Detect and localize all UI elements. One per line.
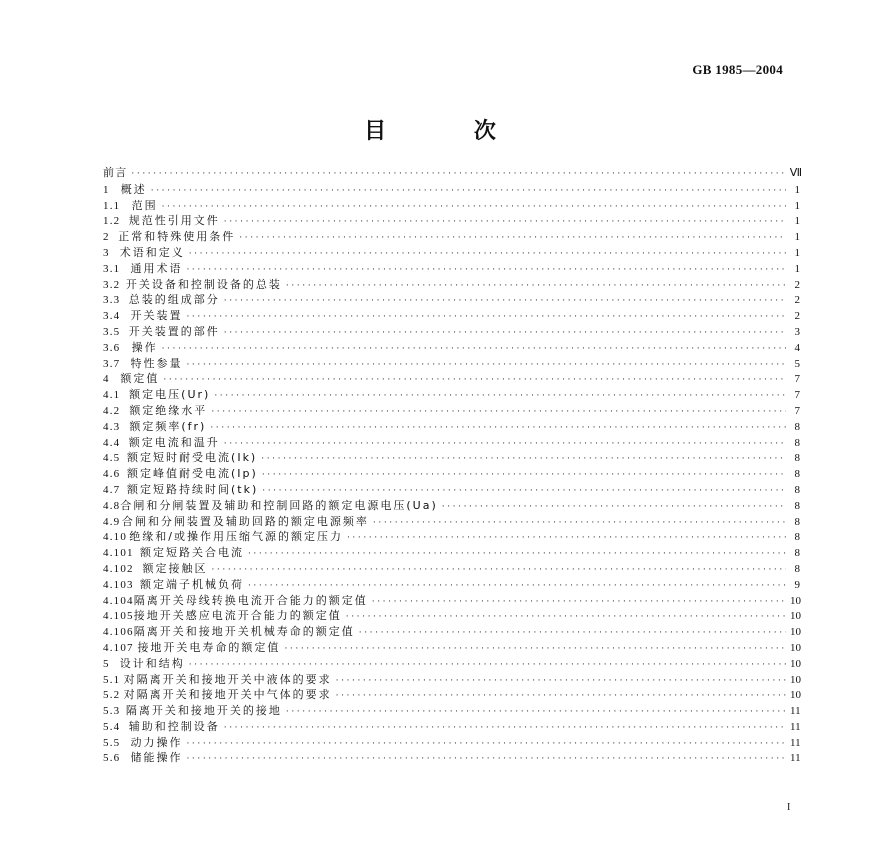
page-title: 目 次 — [364, 119, 536, 144]
toc-entry-number: 5.1 — [103, 673, 121, 686]
toc-entry-page: 10 — [790, 641, 801, 654]
toc-entry[interactable] — [103, 387, 800, 403]
toc-entry-number: 4.8 — [103, 499, 121, 512]
toc-entry-number: 4.101 — [103, 547, 134, 560]
toc-entry-page: 7 — [794, 389, 800, 402]
toc-entry-page: 8 — [794, 452, 800, 465]
toc-leader-dots — [224, 437, 786, 453]
toc-entry[interactable] — [103, 561, 800, 577]
toc-entry-number: 4.106 — [103, 626, 134, 639]
toc-entry-number: 4.10 — [103, 531, 128, 544]
toc-entry-number: 4.6 — [103, 468, 121, 481]
toc-entry[interactable] — [103, 498, 800, 514]
toc-entry-number: 1.1 — [103, 199, 121, 212]
toc-entry-number: 2 — [103, 231, 110, 244]
toc-leader-dots — [262, 468, 786, 484]
toc-entry-page: 8 — [794, 547, 800, 560]
toc-entry-title: 额定端子机械负荷 — [139, 577, 244, 591]
table-of-contents — [103, 166, 803, 766]
toc-entry-title: 设计和结构 — [119, 656, 185, 670]
toc-entry-number: 4 — [103, 373, 110, 386]
toc-entry-title: 规范性引用文件 — [128, 214, 220, 228]
toc-leader-dots — [286, 279, 786, 295]
toc-entry-title: 额定短路关合电流 — [139, 546, 244, 560]
toc-entry[interactable] — [103, 277, 800, 293]
toc-entry-number: 4.103 — [103, 578, 134, 591]
toc-entry[interactable] — [103, 324, 800, 340]
toc-entry-number: 3.6 — [103, 341, 121, 354]
toc-entry-page: 1 — [794, 231, 800, 244]
toc-entry[interactable] — [103, 750, 800, 766]
toc-entry-title: 开关设备和控制设备的总装 — [125, 277, 282, 291]
toc-leader-dots — [189, 247, 786, 263]
toc-entry-page: 3 — [794, 325, 800, 338]
toc-entry[interactable] — [103, 656, 800, 672]
toc-entry[interactable] — [103, 356, 800, 372]
toc-entry[interactable] — [103, 435, 800, 451]
toc-entry-page: 8 — [794, 562, 800, 575]
toc-entry-title: 操作 — [131, 340, 158, 354]
toc-entry-number: 4.2 — [103, 404, 121, 417]
toc-leader-dots — [284, 642, 786, 658]
toc-entry-title: 接地开关电寿命的额定值 — [137, 640, 281, 654]
toc-entry[interactable] — [103, 182, 800, 198]
toc-entry-number: 5 — [103, 657, 110, 670]
toc-entry-number: 3.7 — [103, 357, 121, 370]
toc-entry-title: 额定短时耐受电流(Ik) — [127, 451, 258, 465]
toc-entry-number: 3.2 — [103, 278, 121, 291]
toc-leader-dots — [186, 752, 786, 768]
toc-entry[interactable] — [103, 577, 800, 593]
toc-entry-number: 1 — [103, 183, 110, 196]
toc-leader-dots — [336, 689, 786, 705]
toc-entry-page: 1 — [794, 262, 800, 275]
toc-entry-page: 8 — [794, 515, 800, 528]
toc-entry[interactable] — [103, 482, 800, 498]
toc-entry-number: 3.4 — [103, 310, 121, 323]
toc-entry-page: 2 — [794, 310, 800, 323]
toc-entry-title: 隔离开关和接地开关机械寿命的额定值 — [133, 625, 355, 639]
toc-entry[interactable] — [103, 545, 800, 561]
standard-code: GB 1985—2004 — [692, 62, 783, 77]
toc-entry-number: 5.5 — [103, 736, 121, 749]
toc-entry-number: 4.1 — [103, 389, 121, 402]
toc-entry[interactable] — [103, 340, 800, 356]
toc-leader-dots — [239, 231, 786, 247]
toc-entry-title: 接地开关感应电流开合能力的额定值 — [133, 609, 342, 623]
toc-leader-dots — [162, 342, 786, 358]
toc-entry[interactable] — [103, 403, 800, 419]
toc-entry-title: 额定电流和温升 — [128, 435, 220, 449]
toc-leader-dots — [163, 373, 786, 389]
toc-entry-number: 前言 — [103, 167, 128, 179]
toc-entry-number: 5.3 — [103, 705, 121, 718]
toc-leader-dots — [373, 516, 786, 532]
toc-entry-page: 1 — [794, 246, 800, 259]
toc-entry-title: 总装的组成部分 — [128, 293, 220, 307]
toc-entry[interactable] — [103, 719, 800, 735]
toc-entry-title: 通用术语 — [130, 261, 183, 275]
toc-leader-dots — [210, 421, 786, 437]
toc-leader-dots — [347, 531, 786, 547]
toc-leader-dots — [261, 452, 786, 468]
toc-entry[interactable] — [103, 308, 800, 324]
toc-entry[interactable] — [103, 419, 800, 435]
toc-entry-page: 11 — [790, 736, 801, 749]
toc-leader-dots — [336, 674, 786, 690]
toc-entry-page: 11 — [790, 720, 801, 733]
toc-entry-title: 额定峰值耐受电流(Ip) — [127, 467, 258, 481]
toc-leader-dots — [131, 167, 785, 183]
toc-entry-title: 额定短路持续时间(tk) — [126, 482, 259, 496]
toc-entry-title: 额定值 — [120, 372, 160, 386]
toc-entry-number: 3.3 — [103, 294, 121, 307]
toc-entry-number: 3 — [103, 246, 110, 259]
toc-leader-dots — [224, 215, 786, 231]
toc-entry-title: 辅助和控制设备 — [128, 719, 220, 733]
toc-leader-dots — [359, 626, 786, 642]
toc-entry-page: 2 — [794, 278, 800, 291]
toc-entry-number: 5.6 — [103, 752, 121, 765]
toc-leader-dots — [162, 200, 786, 216]
toc-entry-page: 8 — [794, 468, 800, 481]
toc-leader-dots — [186, 310, 786, 326]
toc-entry-page: 7 — [794, 373, 800, 386]
toc-entry[interactable] — [103, 687, 800, 703]
toc-entry-title: 特性参量 — [130, 356, 183, 370]
toc-entry-number: 4.7 — [103, 483, 121, 496]
toc-entry-number: 4.104 — [103, 594, 134, 607]
toc-entry-page: 2 — [794, 294, 800, 307]
toc-entry[interactable] — [103, 213, 800, 229]
toc-entry-number: 3.5 — [103, 325, 121, 338]
toc-entry-page: 1 — [794, 215, 800, 228]
toc-entry[interactable] — [103, 640, 800, 656]
toc-entry[interactable] — [103, 624, 800, 640]
toc-entry-page: 10 — [790, 657, 801, 670]
toc-entry-title: 术语和定义 — [119, 245, 185, 259]
toc-entry[interactable] — [103, 261, 800, 277]
toc-entry[interactable] — [103, 593, 800, 609]
toc-entry-page: 8 — [794, 436, 800, 449]
toc-entry-page: 10 — [790, 610, 801, 623]
toc-entry-title: 隔离开关母线转换电流开合能力的额定值 — [133, 593, 368, 607]
toc-leader-dots — [286, 705, 786, 721]
toc-entry-page: 10 — [790, 594, 801, 607]
toc-entry-page: 9 — [794, 578, 800, 591]
toc-entry-number: 3.1 — [103, 262, 121, 275]
toc-leader-dots — [186, 737, 786, 753]
toc-leader-dots — [224, 294, 786, 310]
toc-entry-number: 1.2 — [103, 215, 121, 228]
toc-entry-number: 4.107 — [103, 641, 134, 654]
toc-entry-title: 范围 — [131, 198, 158, 212]
toc-entry-title: 对隔离开关和接地开关中液体的要求 — [123, 672, 332, 686]
toc-entry-number: 4.4 — [103, 436, 121, 449]
toc-entry[interactable] — [103, 229, 800, 245]
toc-leader-dots — [248, 547, 786, 563]
toc-entry-title: 额定频率(fr) — [129, 419, 207, 433]
toc-entry[interactable] — [103, 466, 800, 482]
toc-leader-dots — [372, 595, 786, 611]
toc-entry-page: Ⅶ — [789, 167, 803, 179]
toc-entry-number: 5.4 — [103, 720, 121, 733]
toc-entry-number: 4.5 — [103, 452, 121, 465]
toc-leader-dots — [151, 184, 786, 200]
toc-entry-page: 10 — [790, 673, 801, 686]
toc-entry-page: 1 — [794, 199, 800, 212]
toc-leader-dots — [346, 610, 786, 626]
toc-leader-dots — [224, 721, 786, 737]
toc-entry-page: 1 — [794, 183, 800, 196]
toc-entry-title: 合闸和分闸装置及辅助和控制回路的额定电源电压(Ua) — [120, 498, 438, 512]
toc-entry[interactable] — [103, 292, 800, 308]
toc-entry-page: 5 — [794, 357, 800, 370]
toc-entry[interactable] — [103, 198, 800, 214]
toc-entry-title: 动力操作 — [130, 735, 183, 749]
toc-entry[interactable] — [103, 514, 800, 530]
toc-entry[interactable] — [103, 703, 800, 719]
toc-entry[interactable] — [103, 672, 800, 688]
toc-leader-dots — [442, 500, 786, 516]
toc-entry-page: 10 — [790, 689, 801, 702]
toc-entry-title: 储能操作 — [130, 751, 183, 765]
toc-entry[interactable] — [103, 608, 800, 624]
toc-leader-dots — [224, 326, 786, 342]
toc-entry-page: 8 — [794, 499, 800, 512]
toc-leader-dots — [211, 405, 786, 421]
toc-entry-page: 7 — [794, 404, 800, 417]
toc-entry[interactable] — [103, 166, 803, 182]
toc-leader-dots — [211, 563, 786, 579]
toc-entry-page: 10 — [790, 626, 801, 639]
toc-entry-number: 5.2 — [103, 689, 121, 702]
toc-entry-page: 8 — [794, 420, 800, 433]
toc-entry-page: 4 — [794, 341, 800, 354]
toc-entry-title: 概述 — [120, 182, 147, 196]
toc-leader-dots — [214, 389, 786, 405]
toc-entry-number: 4.9 — [103, 515, 121, 528]
toc-entry-number: 4.102 — [103, 562, 134, 575]
toc-entry-title: 开关装置的部件 — [128, 324, 220, 338]
toc-entry[interactable] — [103, 529, 800, 545]
toc-entry-number: 4.3 — [103, 420, 121, 433]
toc-entry-title: 对隔离开关和接地开关中气体的要求 — [123, 688, 332, 702]
toc-entry-title: 正常和特殊使用条件 — [118, 230, 236, 244]
toc-entry[interactable] — [103, 245, 800, 261]
toc-entry-page: 11 — [790, 705, 801, 718]
toc-entry[interactable] — [103, 371, 800, 387]
toc-entry-page: 8 — [794, 531, 800, 544]
toc-entry-title: 隔离开关和接地开关的接地 — [125, 704, 282, 718]
toc-entry-title: 额定接触区 — [142, 561, 208, 575]
toc-entry-title: 绝缘和/或操作用压缩气源的额定压力 — [129, 530, 343, 544]
toc-entry-title: 开关装置 — [130, 309, 183, 323]
toc-entry-number: 4.105 — [103, 610, 134, 623]
toc-entry[interactable] — [103, 450, 800, 466]
toc-entry-title: 合闸和分闸装置及辅助回路的额定电源频率 — [121, 514, 369, 528]
toc-entry-title: 额定电压(Ur) — [129, 388, 211, 402]
toc-leader-dots — [186, 358, 786, 374]
page-number: I — [787, 802, 791, 813]
toc-entry-page: 8 — [794, 483, 800, 496]
toc-entry-page: 11 — [790, 752, 801, 765]
toc-entry[interactable] — [103, 735, 800, 751]
toc-entry-title: 额定绝缘水平 — [129, 403, 208, 417]
